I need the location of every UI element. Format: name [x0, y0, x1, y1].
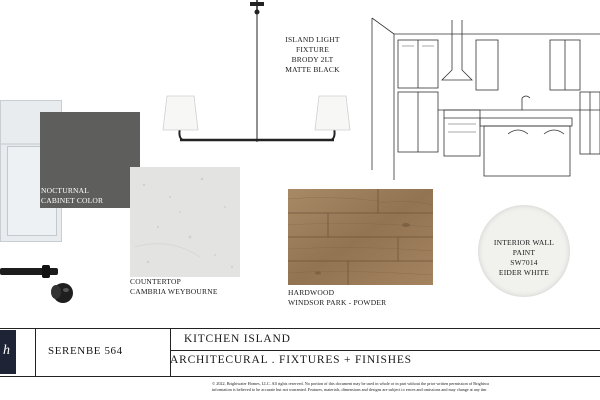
- brand-logo: [0, 330, 16, 374]
- light-fixture-label: [275, 35, 350, 75]
- island-light-fixture-image: [158, 0, 368, 155]
- hardwood-label-line: HARDWOOD: [288, 288, 335, 297]
- sheet-subtitle: ARCHITECURAL . FIXTURES + FINISHES: [170, 354, 412, 366]
- sheet-title: KITCHEN ISLAND: [184, 333, 291, 345]
- countertop-label-line: COUNTERTOP: [130, 277, 181, 286]
- paint-label-line: EIDER WHITE: [498, 268, 550, 277]
- hardwood-swatch: [288, 189, 433, 285]
- cabinet-label-line: NOCTURNAL: [41, 186, 90, 195]
- paint-label: [478, 238, 570, 278]
- pull-post: [42, 265, 50, 278]
- copyright-line: © 2022, Brightwater Homes, LLC. All rights reserved. No portion of this document may be used in whole or in part without the prior written permission of Brightwa: [212, 381, 489, 386]
- light-label-line: ISLAND LIGHT: [285, 35, 340, 44]
- paint-label-line: PAINT: [512, 248, 536, 257]
- hardwood-label-line: WINDSOR PARK - POWDER: [288, 298, 387, 307]
- copyright-line: information is believed to be accurate but not warranted. Features, materials, dimensions and designs are subject to errors and omissions and may change at any tim: [212, 387, 487, 392]
- copyright-notice: [212, 381, 600, 393]
- divider: [170, 328, 171, 377]
- light-label-line: BRODY 2LT: [291, 55, 334, 64]
- light-label-line: FIXTURE: [295, 45, 330, 54]
- cabinet-hardware-image: [0, 262, 80, 306]
- countertop-label-line: CAMBRIA WEYBOURNE: [130, 287, 218, 296]
- countertop-swatch: [130, 167, 240, 277]
- cabinet-label-line: CABINET COLOR: [41, 196, 104, 205]
- paint-label-line: INTERIOR WALL: [493, 238, 555, 247]
- knob-stem: [51, 285, 61, 299]
- knob-highlight: [63, 288, 69, 292]
- divider: [35, 328, 36, 377]
- project-name: SERENBE 564: [48, 345, 123, 357]
- kitchen-elevation-drawing: [368, 14, 600, 180]
- cabinet-color-label: [41, 186, 136, 206]
- divider: [170, 350, 600, 351]
- hardwood-label: [288, 288, 386, 308]
- countertop-label: [130, 277, 218, 297]
- paint-label-line: SW7014: [510, 258, 538, 267]
- logo-letter: h: [3, 343, 10, 358]
- light-label-line: MATTE BLACK: [285, 65, 340, 74]
